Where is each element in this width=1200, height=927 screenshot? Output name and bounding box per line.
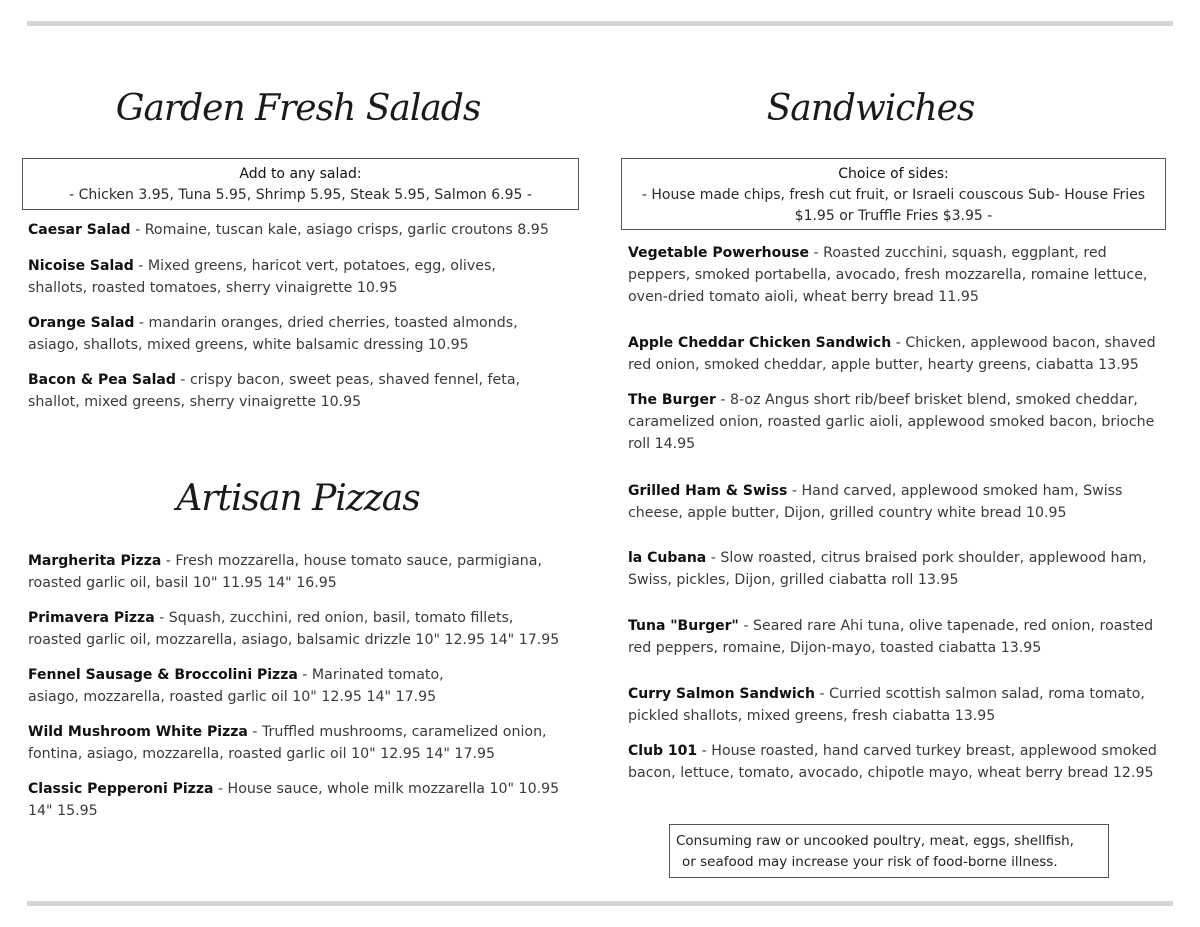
pizzas-heading: Artisan Pizzas: [176, 478, 420, 519]
item-description: - Curried scottish salmon salad, roma tomato, pickled shallots, mixed greens, fresh ciabatta 13.95: [628, 686, 1145, 724]
item-description: - House roasted, hand carved turkey breast, applewood smoked bacon, lettuce, tomato, avocado, chipotle mayo, wheat berry bread 12.95: [628, 743, 1157, 781]
item-name: Tuna "Burger": [628, 618, 739, 634]
notice-line-1: Consuming raw or uncooked poultry, meat, eggs, shellfish,: [676, 833, 1074, 849]
item-name: Primavera Pizza: [28, 610, 155, 626]
top-divider: [27, 21, 1173, 26]
sandwich-sides-text: - House made chips, fresh cut fruit, or Israeli couscous Sub- House Fries $1.95 or Truffle Fries $3.95 -: [641, 187, 1146, 224]
item-description: - Marinated tomato, asiago, mozzarella, roasted garlic oil 10" 12.95 14" 17.95: [28, 667, 444, 705]
item-name: Orange Salad: [28, 315, 135, 331]
menu-item-the-burger: [628, 389, 1168, 455]
item-description: - Truffled mushrooms, caramelized onion, fontina, asiago, mozzarella, roasted garlic oil 10" 12.95 14" 17.95: [28, 724, 547, 762]
sandwiches-heading: Sandwiches: [766, 88, 975, 129]
menu-item-wild-mushroom-pizza: [28, 721, 568, 765]
sandwich-sides-title: Choice of sides:: [838, 166, 949, 182]
menu-item-la-cubana: [628, 547, 1168, 591]
item-description: - Romaine, tuscan kale, asiago crisps, garlic croutons 8.95: [130, 222, 549, 238]
item-description: - Squash, zucchini, red onion, basil, tomato fillets, roasted garlic oil, mozzarella, asiago, balsamic drizzle 10" 12.95 14" 17.95: [28, 610, 560, 648]
item-name: Fennel Sausage & Broccolini Pizza: [28, 667, 298, 683]
menu-item-classic-pepperoni-pizza: [28, 778, 568, 822]
menu-item-caesar-salad: [28, 219, 558, 241]
menu-item-primavera-pizza: [28, 607, 568, 651]
food-safety-notice: [669, 824, 1109, 878]
item-description: - mandarin oranges, dried cherries, toasted almonds, asiago, shallots, mixed greens, white balsamic dressing 10.95: [28, 315, 518, 353]
menu-item-margherita-pizza: [28, 550, 558, 594]
menu-item-vegetable-powerhouse: [628, 242, 1168, 308]
menu-item-apple-cheddar-chicken: [628, 332, 1168, 376]
item-name: Nicoise Salad: [28, 258, 134, 274]
item-name: Curry Salmon Sandwich: [628, 686, 815, 702]
salad-addon-text: - Chicken 3.95, Tuna 5.95, Shrimp 5.95, Steak 5.95, Salmon 6.95 -: [69, 187, 532, 203]
item-description: - Fresh mozzarella, house tomato sauce, parmigiana, roasted garlic oil, basil 10" 11.95 14" 16.95: [28, 553, 542, 591]
item-name: Caesar Salad: [28, 222, 131, 238]
item-name: Apple Cheddar Chicken Sandwich: [628, 335, 892, 351]
salads-heading: Garden Fresh Salads: [115, 88, 481, 129]
item-description: - Roasted zucchini, squash, eggplant, red peppers, smoked portabella, avocado, fresh mozzarella, romaine lettuce, oven-dried tomato aioli, wheat berry bread 11.95: [628, 245, 1148, 305]
item-name: la Cubana: [628, 550, 707, 566]
item-description: - Chicken, applewood bacon, shaved red onion, smoked cheddar, apple butter, hearty greens, ciabatta 13.95: [628, 335, 1156, 373]
item-description: - crispy bacon, sweet peas, shaved fennel, feta, shallot, mixed greens, sherry vinaigrette 10.95: [28, 372, 521, 410]
notice-line-2: or seafood may increase your risk of food-borne illness.: [682, 854, 1058, 870]
sandwich-sides-box: [621, 158, 1166, 230]
menu-item-orange-salad: [28, 312, 528, 356]
item-description: - Mixed greens, haricot vert, potatoes, egg, olives, shallots, roasted tomatoes, sherry vinaigrette 10.95: [28, 258, 496, 296]
menu-item-fennel-sausage-pizza: [28, 664, 498, 708]
bottom-divider: [27, 901, 1173, 906]
menu-item-tuna-burger: [628, 615, 1168, 659]
menu-item-curry-salmon-sandwich: [628, 683, 1158, 727]
item-description: - Slow roasted, citrus braised pork shoulder, applewood ham, Swiss, pickles, Dijon, grilled ciabatta roll 13.95: [628, 550, 1147, 588]
item-name: Wild Mushroom White Pizza: [28, 724, 248, 740]
item-name: Grilled Ham & Swiss: [628, 483, 788, 499]
menu-item-club-101: [628, 740, 1168, 784]
item-name: The Burger: [628, 392, 716, 408]
salad-addon-box: [22, 158, 579, 210]
item-name: Vegetable Powerhouse: [628, 245, 810, 261]
menu-item-nicoise-salad: [28, 255, 558, 299]
item-description: - House sauce, whole milk mozzarella 10" 10.95 14" 15.95: [28, 781, 560, 819]
salad-addon-title: Add to any salad:: [239, 166, 362, 182]
item-description: - Seared rare Ahi tuna, olive tapenade, red onion, roasted red peppers, romaine, Dijon-mayo, toasted ciabatta 13.95: [628, 618, 1154, 656]
item-name: Classic Pepperoni Pizza: [28, 781, 214, 797]
item-name: Club 101: [628, 743, 698, 759]
item-description: - Hand carved, applewood smoked ham, Swiss cheese, apple butter, Dijon, grilled country white bread 10.95: [628, 483, 1123, 521]
menu-item-bacon-pea-salad: [28, 369, 528, 413]
item-name: Margherita Pizza: [28, 553, 162, 569]
item-description: - 8-oz Angus short rib/beef brisket blend, smoked cheddar, caramelized onion, roasted garlic aioli, applewood smoked bacon, brioche roll 14.95: [628, 392, 1155, 452]
menu-item-grilled-ham-swiss: [628, 480, 1138, 524]
item-name: Bacon & Pea Salad: [28, 372, 176, 388]
